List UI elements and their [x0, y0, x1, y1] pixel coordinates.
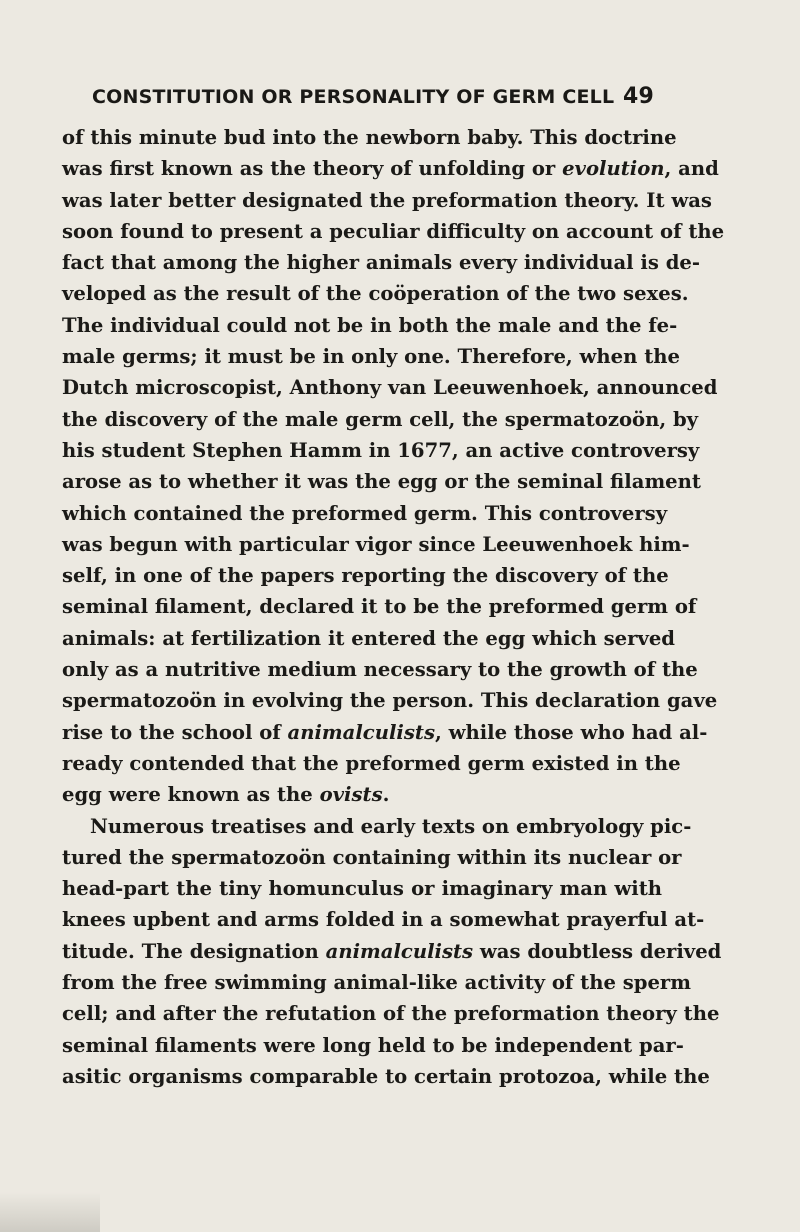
text-line: Dutch microscopist, Anthony van Leeuwenhoek, announced	[62, 376, 718, 400]
text-line: asitic organisms comparable to certain protozoa, while the	[62, 1064, 710, 1088]
text-line: cell; and after the refutation of the preformation theory the	[62, 1002, 720, 1026]
text-line: from the free swimming animal-like activity of the sperm	[62, 971, 691, 995]
text-line: The individual could not be in both the male and the fe-	[62, 313, 678, 337]
body-text	[62, 122, 725, 1092]
text-line: seminal filament, declared it to be the preformed germ of	[62, 595, 697, 619]
text-line: his student Stephen Hamm in 1677, an active controversy	[62, 438, 700, 462]
italic-term: animalculists	[325, 939, 474, 963]
italic-term: evolution	[562, 157, 665, 181]
paragraph	[62, 811, 722, 1093]
text-line: animals: at fertilization it entered the egg which served	[62, 626, 676, 650]
text-line: spermatozoön in evolving the person. This declaration gave	[62, 689, 718, 713]
text-line: self, in one of the papers reporting the discovery of the	[62, 564, 669, 588]
text-line: titude. The designation animalculists was doubtless derived	[62, 939, 722, 963]
scan-shadow	[0, 1192, 100, 1232]
text-line: soon found to present a peculiar difficulty on account of the	[62, 219, 725, 243]
text-line: veloped as the result of the coöperation of the two sexes.	[62, 282, 689, 306]
text-line: seminal filaments were long held to be independent par-	[62, 1033, 684, 1057]
text-line: tured the spermatozoön containing within its nuclear or	[62, 845, 682, 869]
page-number: 49	[622, 84, 654, 109]
text-line: only as a nutritive medium necessary to the growth of the	[62, 658, 698, 682]
text-line: male germs; it must be in only one. Therefore, when the	[62, 345, 680, 369]
text-line: the discovery of the male germ cell, the spermatozoön, by	[62, 407, 699, 431]
text-line: which contained the preformed germ. This controversy	[62, 501, 668, 525]
text-line: of this minute bud into the newborn baby. This doctrine	[62, 126, 677, 149]
text-line: rise to the school of animalculists, while those who had al-	[62, 720, 708, 744]
text-line: head-part the tiny homunculus or imaginary man with	[62, 877, 662, 901]
paragraph	[62, 122, 725, 811]
italic-term: ovists	[319, 783, 383, 807]
text-line: knees upbent and arms folded in a somewhat prayerful at-	[62, 908, 705, 932]
text-line: egg were known as the ovists.	[62, 783, 390, 807]
running-title: CONSTITUTION OR PERSONALITY OF GERM CELL	[92, 86, 615, 108]
text-line: ready contended that the preformed germ existed in the	[62, 751, 681, 775]
text-line: Numerous treatises and early texts on embryology pic-	[90, 814, 692, 838]
text-line: fact that among the higher animals every individual is de-	[62, 251, 701, 275]
text-line: was begun with particular vigor since Leeuwenhoek him-	[62, 532, 690, 556]
italic-term: animalculists	[287, 720, 435, 744]
text-line: was later better designated the preformation theory. It was	[62, 188, 712, 212]
text-line: was first known as the theory of unfolding or evolution, and	[62, 157, 719, 181]
text-line: arose as to whether it was the egg or the seminal filament	[62, 470, 701, 494]
